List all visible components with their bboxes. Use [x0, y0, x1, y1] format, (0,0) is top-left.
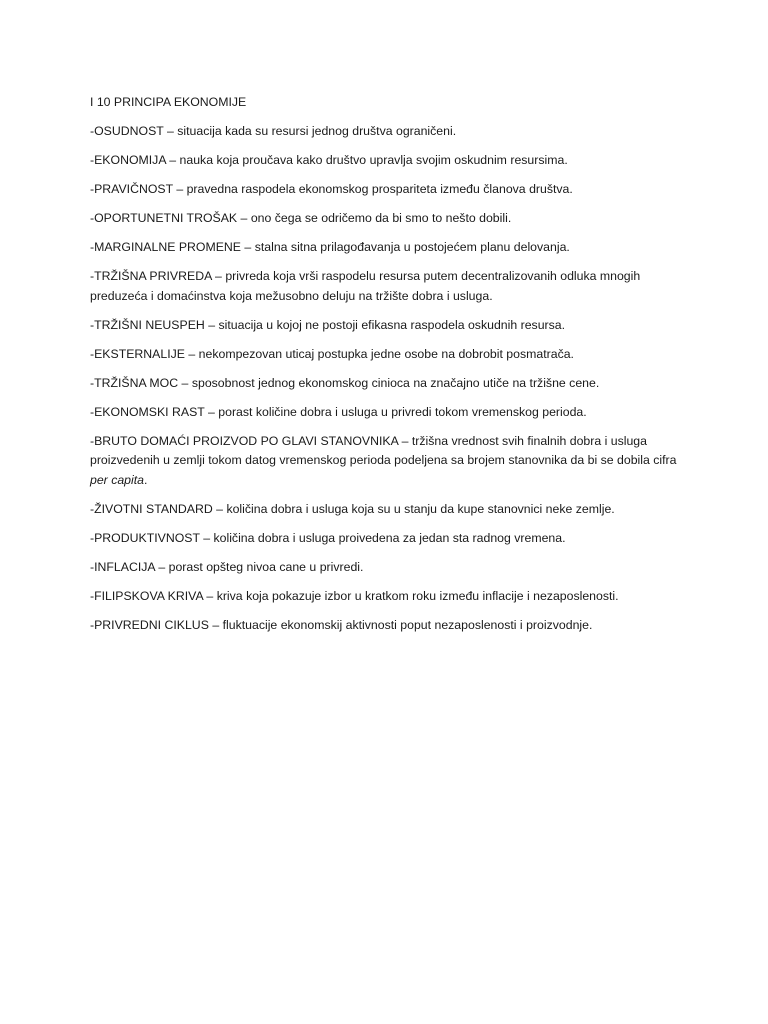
entry-term: -MARGINALNE PROMENE [90, 240, 241, 254]
definition-entry: -EKSTERNALIJE – nekompezovan uticaj postupka jedne osobe na dobrobit posmatrača. [90, 346, 574, 361]
entry-definition: stalna sitna prilagođavanja u postojećem planu delovanja. [254, 240, 570, 254]
entry-term: -EKONOMIJA [90, 153, 166, 167]
entry-definition: pravedna raspodela ekonomskog prospariteta između članova društva. [186, 182, 573, 196]
entry-definition: porast opšteg nivoa cane u privredi. [168, 559, 364, 574]
entry-term: -FILIPSKOVA KRIVA [90, 588, 203, 603]
definition-entry: -TRŽIŠNI NEUSPEH – situacija u kojoj ne postoji efikasna raspodela oskudnih resursa. [90, 317, 566, 332]
entry-definition: kriva koja pokazuje izbor u kratkom roku između inflacije i nezaposlenosti. [216, 588, 619, 603]
entry-term: -PRODUKTIVNOST [90, 530, 200, 545]
definition-entry: -ŽIVOTNI STANDARD – količina dobra i usluga koja su u stanju da kupe stanovnici neke zemlje. [90, 501, 615, 516]
entry-definition: privreda koja vrši raspodelu resursa putem decentralizovanih odluka mnogih preduzeća i domaćinstva koja mežusobno deluju na tržište dobra i usluga. [90, 269, 641, 303]
definition-entry: -FILIPSKOVA KRIVA – kriva koja pokazuje izbor u kratkom roku između inflacije i nezaposlenosti. [90, 588, 619, 603]
definition-entry: -BRUTO DOMAĆI PROIZVOD PO GLAVI STANOVNIKA – tržišna vrednost svih finalnih dobra i usluga proizvedenih u zemlji tokom datog vremenskog perioda podeljena sa brojem stanovnika da bi se dobila cifra per capita. [90, 433, 677, 487]
document-title: I 10 PRINCIPA EKONOMIJE [90, 95, 247, 109]
entry-term: -TRŽIŠNA MOC [90, 375, 179, 390]
definition-entry: -EKONOMSKI RAST – porast količine dobra i usluga u privredi tokom vremenskog perioda. [90, 404, 587, 419]
entry-definition: situacija kada su resursi jednog društva ograničeni. [177, 124, 457, 138]
entry-definition: nauka koja proučava kako društvo upravlja svojim oskudnim resursima. [179, 153, 568, 167]
entry-definition: količina dobra i usluga koja su u stanju da kupe stanovnici neke zemlje. [226, 501, 615, 516]
definition-entry: -PRODUKTIVNOST – količina dobra i usluga proivedena za jedan sta radnog vremena. [90, 530, 566, 545]
definition-entry: -TRŽIŠNA MOC – sposobnost jednog ekonomskog cinioca na značajno utiče na tržišne cene. [90, 375, 600, 390]
entry-term: -PRIVREDNI CIKLUS [90, 617, 209, 632]
entry-term: -INFLACIJA [90, 559, 155, 574]
definition-entry: -OPORTUNETNI TROŠAK – ono čega se odričemo da bi smo to nešto dobili. [90, 211, 512, 225]
definition-entry: -OSUDNOST – situacija kada su resursi jednog društva ograničeni. [90, 124, 457, 138]
entry-term: -PRAVIČNOST [90, 182, 173, 196]
entry-definition: situacija u kojoj ne postoji efikasna raspodela oskudnih resursa. [218, 317, 566, 332]
entry-definition: tržišna vrednost svih finalnih dobra i usluga proizvedenih u zemlji tokom datog vremenskog perioda podeljena sa brojem stanovnika da bi se dobila cifra [90, 433, 677, 467]
entry-term: -TRŽIŠNI NEUSPEH [90, 317, 205, 332]
entry-definition: sposobnost jednog ekonomskog cinioca na značajno utiče na tržišne cene. [191, 375, 600, 390]
entry-definition: porast količine dobra i usluga u privredi tokom vremenskog perioda. [218, 404, 587, 419]
entry-term: -TRŽIŠNA PRIVREDA [90, 269, 212, 283]
definition-entry: -INFLACIJA – porast opšteg nivoa cane u privredi. [90, 559, 364, 574]
definition-entry: -PRAVIČNOST – pravedna raspodela ekonomskog prospariteta između članova društva. [90, 182, 573, 196]
entry-emphasis: per capita [90, 472, 145, 487]
entry-term: -OPORTUNETNI TROŠAK [90, 211, 238, 225]
entry-tail: . [144, 472, 148, 487]
entry-term: -EKONOMSKI RAST [90, 404, 205, 419]
definition-entry: -MARGINALNE PROMENE – stalna sitna prilagođavanja u postojećem planu delovanja. [90, 240, 570, 254]
document-page [90, 93, 690, 645]
entry-term: -BRUTO DOMAĆI PROIZVOD PO GLAVI STANOVNIKA [90, 433, 399, 448]
entry-definition: količina dobra i usluga proivedena za jedan sta radnog vremena. [213, 530, 566, 545]
entry-term: -ŽIVOTNI STANDARD [90, 501, 213, 516]
entry-term: -OSUDNOST [90, 124, 164, 138]
entry-definition: nekompezovan uticaj postupka jedne osobe na dobrobit posmatrača. [198, 346, 574, 361]
entry-definition: ono čega se odričemo da bi smo to nešto dobili. [250, 211, 512, 225]
entry-definition: fluktuacije ekonomskij aktivnosti poput nezaposlenosti i proizvodnje. [222, 617, 593, 632]
entry-term: -EKSTERNALIJE [90, 346, 185, 361]
definition-entry: -TRŽIŠNA PRIVREDA – privreda koja vrši raspodelu resursa putem decentralizovanih odluka mnogih preduzeća i domaćinstva koja mežusobno deluju na tržište dobra i usluga. [90, 269, 641, 303]
definition-entry: -EKONOMIJA – nauka koja proučava kako društvo upravlja svojim oskudnim resursima. [90, 153, 568, 167]
definition-entry: -PRIVREDNI CIKLUS – fluktuacije ekonomskij aktivnosti poput nezaposlenosti i proizvodnje. [90, 617, 593, 632]
